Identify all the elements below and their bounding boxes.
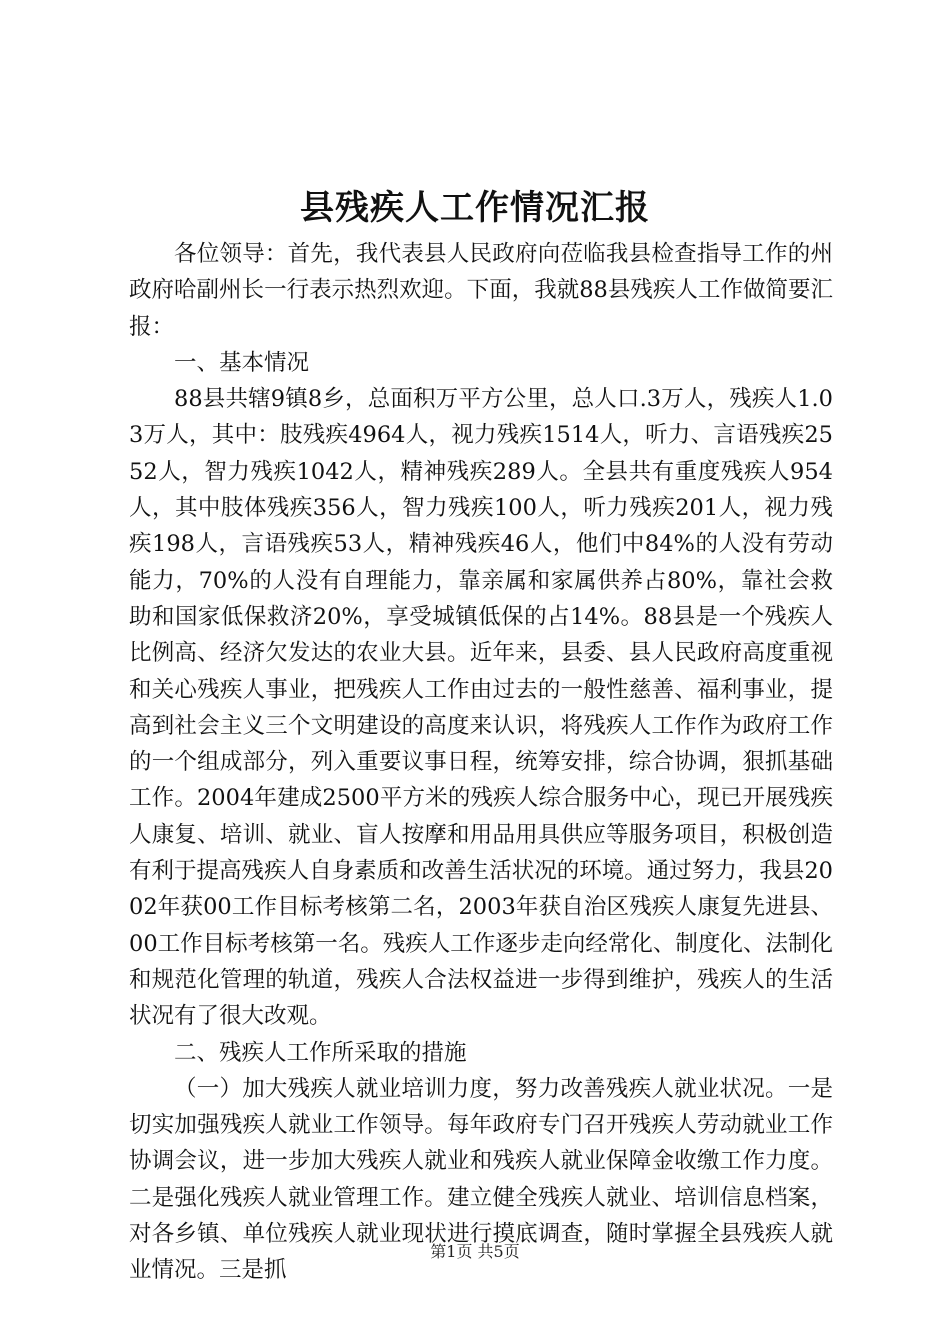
document-body xyxy=(129,236,833,1289)
paragraph-basic-situation: 88县共辖9镇8乡，总面积万平方公里，总人口.3万人，残疾人1.03万人，其中：肢残疾4964人，视力残疾1514人，听力、言语残疾2552人，智力残疾1042人，精神残疾289人。全县共有重度残疾人954人，其中肢体残疾356人，智力残疾100人，听力残疾201人，视力残疾198人，言语残疾53人，精神残疾46人，他们中84%的人没有劳动能力，70%的人没有自理能力，靠亲属和家属供养占80%，靠社会救助和国家低保救济20%，享受城镇低保的占14%。88县是一个残疾人比例高、经济欠发达的农业大县。近年来，县委、县人民政府高度重视和关心残疾人事业，把残疾人工作由过去的一般性慈善、福利事业，提高到社会主义三个文明建设的高度来认识，将残疾人工作作为政府工作的一个组成部分，列入重要议事日程，统筹安排，综合协调，狠抓基础工作。2004年建成2500平方米的残疾人综合服务中心，现已开展残疾人康复、培训、就业、盲人按摩和用品用具供应等服务项目，积极创造有利于提高残疾人自身素质和改善生活状况的环境。通过努力，我县2002年获00工作目标考核第二名，2003年获自治区残疾人康复先进县、00工作目标考核第一名。残疾人工作逐步走向经常化、制度化、法制化和规范化管理的轨道，残疾人合法权益进一步得到维护，残疾人的生活状况有了很大改观。 xyxy=(129,386,833,1030)
paragraph-measures-employment: （一）加大残疾人就业培训力度，努力改善残疾人就业状况。一是切实加强残疾人就业工作领导。每年政府专门召开残疾人劳动就业工作协调会议，进一步加大残疾人就业和残疾人就业保障金收缴工作力度。二是强化残疾人就业管理工作。建立健全残疾人就业、培训信息档案，对各乡镇、单位残疾人就业现状进行摸底调查，随时掌握全县残疾人就业情况。三是抓 xyxy=(129,1075,833,1284)
page-footer: 第1页 共5页 xyxy=(430,1242,520,1261)
document-title: 县残疾人工作情况汇报 xyxy=(300,188,650,228)
section-heading-measures: 二、残疾人工作所采取的措施 xyxy=(174,1039,467,1066)
paragraph-greeting: 各位领导：首先，我代表县人民政府向莅临我县检查指导工作的州政府哈副州长一行表示热烈欢迎。下面，我就88县残疾人工作做简要汇报： xyxy=(129,241,833,340)
section-heading-basic-situation: 一、基本情况 xyxy=(174,349,310,376)
